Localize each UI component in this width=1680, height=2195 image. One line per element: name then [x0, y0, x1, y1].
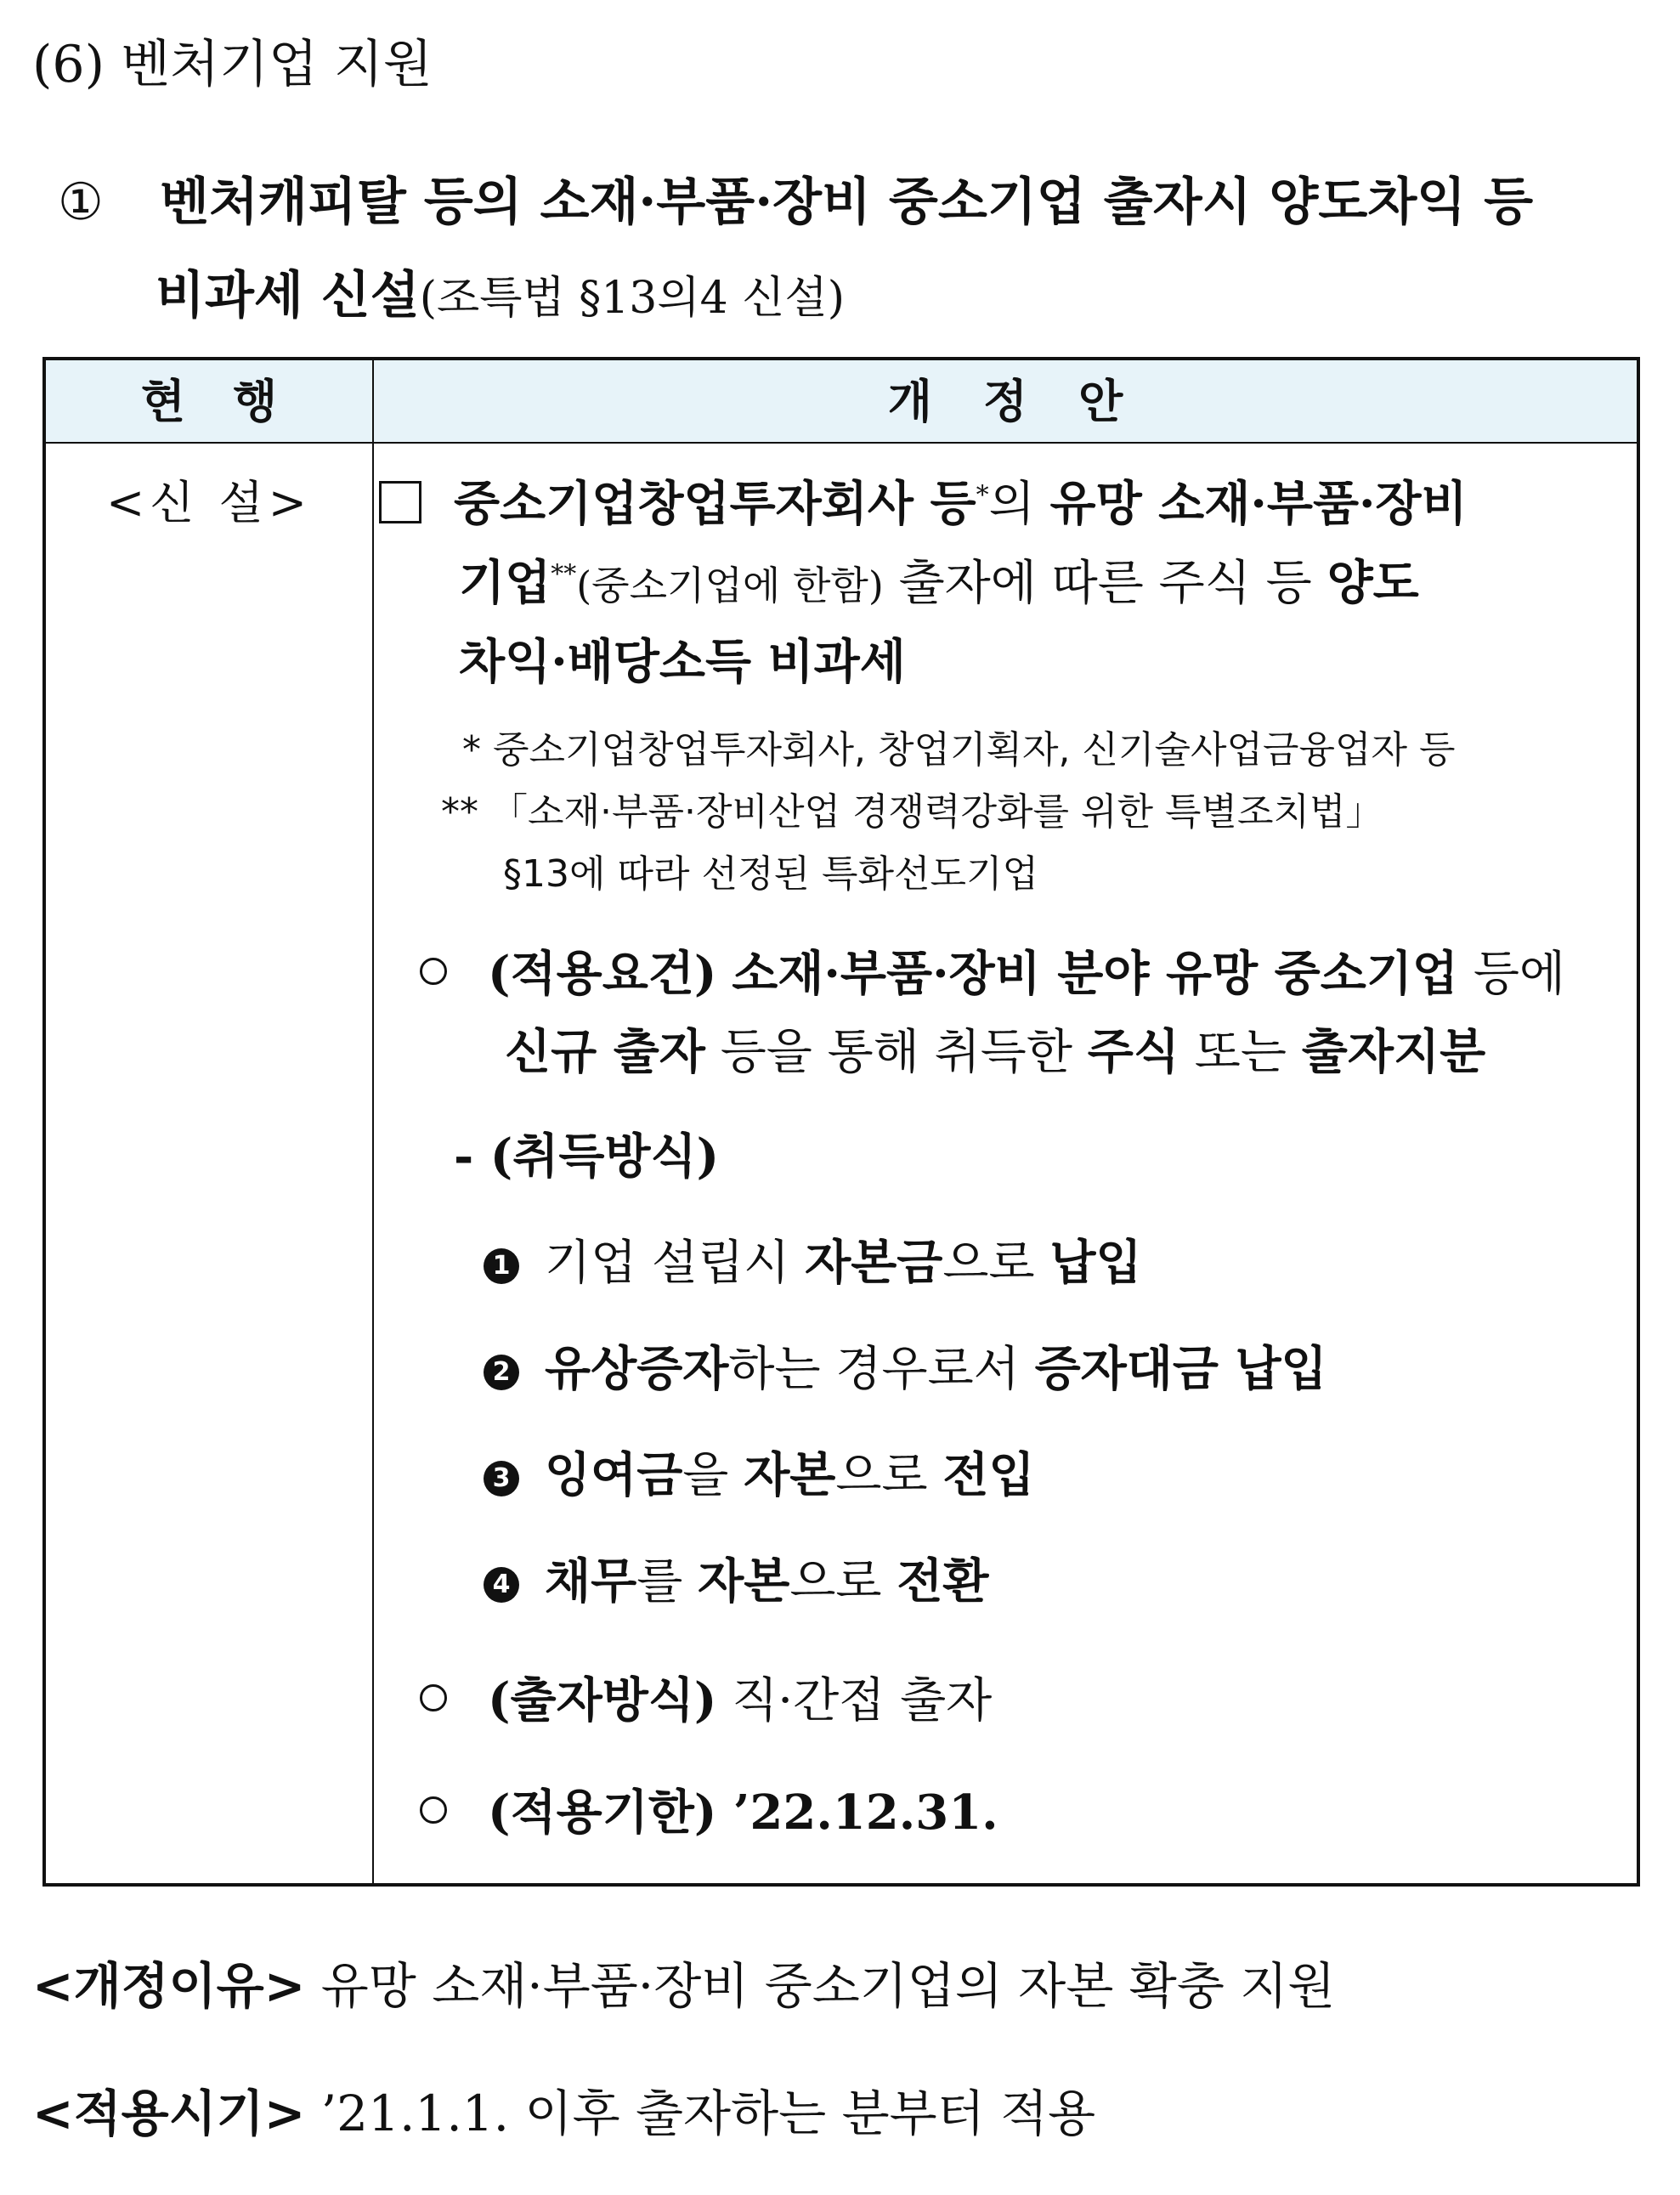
requirement-bold1: 소재·부품·장비 분야 유망 중소기업 — [732, 946, 1459, 1002]
header-new: 개정안 — [887, 374, 1174, 428]
m3-b: 을 — [682, 1448, 744, 1503]
requirement-line1 — [420, 936, 1565, 1004]
item-title-bold: 비과세 신설 — [156, 266, 420, 325]
proposal-subject: 중소기업창업투자회사 등 — [454, 476, 976, 532]
number-3-icon: 3 — [484, 1461, 519, 1496]
proposal-paren: (중소기업에 한함) — [576, 563, 884, 608]
m1-c: 으로 — [942, 1236, 1050, 1291]
method-item-3 — [484, 1438, 1035, 1506]
requirement-bold4: 출자지분 — [1301, 1024, 1486, 1080]
m4-e: 전환 — [897, 1553, 989, 1609]
item-number: ① — [58, 173, 104, 232]
proposal-line1 — [379, 467, 1468, 535]
m3-c: 자본 — [744, 1447, 836, 1503]
timing-line — [32, 2073, 1095, 2145]
sup-double-star: ** — [551, 559, 577, 590]
current-value: <신 설> — [106, 476, 312, 529]
item-title-text: 벤처캐피탈 등의 소재·부품·장비 중소기업 출자시 양도차익 등 — [160, 173, 1534, 232]
footnote-2a: ** 「소재·부품·장비산업 경쟁력강화를 위한 특별조치법」 — [441, 790, 1383, 834]
proposal-bold2: 기업 — [459, 555, 552, 611]
header-current: 현행 — [140, 374, 325, 428]
section-title: (6) 벤처기업 지원 — [32, 35, 433, 94]
acquisition-label-text: - (취득방식) — [454, 1129, 720, 1185]
requirement-rest3: 또는 — [1179, 1025, 1302, 1080]
m4-a: 채무 — [545, 1553, 637, 1609]
method-item-4 — [484, 1544, 989, 1612]
checkbox-square-icon — [379, 481, 421, 523]
number-2-icon: 2 — [484, 1355, 519, 1390]
proposal-rest: 출자에 따른 주식 등 — [883, 556, 1327, 611]
sup-star: * — [976, 480, 989, 511]
footnote-1: * 중소기업창업투자회사, 창업기획자, 신기술사업금융업자 등 — [462, 728, 1456, 772]
requirement-rest1: 등에 — [1458, 947, 1566, 1002]
m3-e: 전입 — [942, 1447, 1035, 1503]
m3-a: 잉여금 — [545, 1447, 683, 1503]
m3-d: 으로 — [835, 1448, 943, 1503]
reason-value: 유망 소재·부품·장비 중소기업의 자본 확충 지원 — [320, 1957, 1336, 2015]
requirement-rest2: 등을 통해 취득한 — [704, 1025, 1088, 1080]
period-value: ’22.12.31. — [716, 1785, 998, 1841]
m2-a: 유상증자 — [545, 1341, 729, 1397]
item-title-line2 — [156, 255, 845, 328]
m1-b: 자본금 — [805, 1235, 943, 1291]
m2-c: 증자대금 납입 — [1034, 1341, 1327, 1397]
bullet-circle-icon — [420, 1796, 447, 1824]
proposal-particle: 의 — [988, 477, 1050, 532]
bullet-circle-icon — [420, 1684, 447, 1711]
method-item-1 — [484, 1225, 1142, 1293]
m1-a: 기업 설립시 — [545, 1236, 806, 1291]
timing-label: <적용시기> — [32, 2085, 306, 2142]
proposal-bold1: 유망 소재·부품·장비 — [1049, 476, 1468, 532]
proposal-line3 — [459, 625, 906, 693]
footnote-2b: §13에 따라 선정된 특화선도기업 — [503, 852, 1038, 896]
period-label: (적용기한) — [488, 1785, 717, 1841]
proposal-bold4: 차익·배당소득 비과세 — [459, 634, 906, 690]
comparison-table — [42, 357, 1640, 1887]
number-1-icon: 1 — [484, 1248, 519, 1284]
m4-c: 자본 — [698, 1553, 790, 1609]
method-item-2 — [484, 1332, 1327, 1400]
proposal-line2 — [459, 546, 1419, 614]
method-value: 직·간접 출자 — [716, 1673, 993, 1728]
requirement-bold2: 신규 출자 — [505, 1024, 705, 1080]
proposal-bold3: 양도 — [1326, 555, 1419, 611]
acquisition-label — [454, 1119, 719, 1187]
m2-b: 하는 경우로서 — [728, 1342, 1035, 1397]
requirement-label: (적용요건) — [488, 946, 717, 1002]
reason-label: <개정이유> — [32, 1957, 306, 2015]
investment-method — [420, 1663, 992, 1731]
m1-d: 납입 — [1049, 1235, 1142, 1291]
number-4-icon: 4 — [484, 1567, 519, 1603]
m4-d: 으로 — [789, 1554, 897, 1609]
reason-line — [32, 1946, 1335, 2017]
item-title-line1 — [58, 161, 1533, 235]
item-title-ref: (조특법 §13의4 신설) — [419, 273, 845, 324]
table-header — [46, 360, 1637, 444]
timing-value: ’21.1.1. 이후 출자하는 분부터 적용 — [320, 2085, 1096, 2142]
application-period — [420, 1775, 998, 1843]
column-divider — [372, 360, 374, 1883]
method-label: (출자방식) — [488, 1672, 717, 1728]
bullet-circle-icon — [420, 958, 447, 985]
requirement-line2 — [505, 1015, 1485, 1083]
requirement-bold3: 주식 — [1087, 1024, 1179, 1080]
m4-b: 를 — [636, 1554, 699, 1609]
